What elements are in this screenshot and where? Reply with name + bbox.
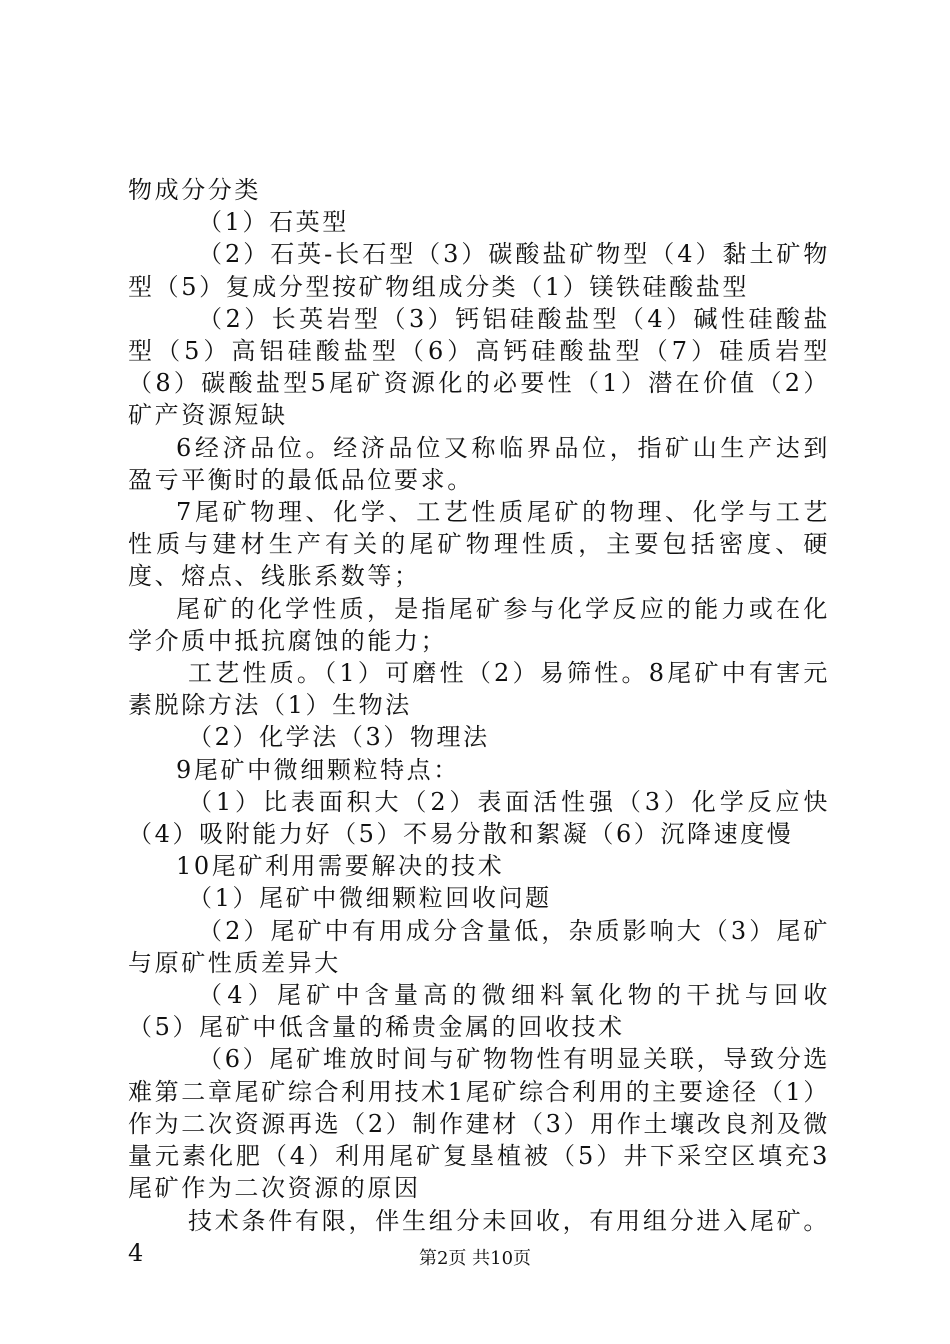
paragraph-14: （2）尾矿中有用成分含量低，杂质影响大（3）尾矿与原矿性质差异大 [128,916,830,977]
paragraph-16: （6）尾矿堆放时间与矿物物性有明显关联，导致分选难第二章尾矿综合利用技术1尾矿综合利用的主要途径（1）作为二次资源再选（2）制作建材（3）用作土壤改良剂及微量元素化肥（4）利用尾矿复垦植被（5）井下采空区填充3尾矿作为二次资源的原因 [128,1045,830,1203]
paragraph-10: 9尾矿中微细颗粒特点： [176,755,460,784]
paragraph-9: （2）化学法（3）物理法 [188,723,490,752]
paragraph-7: 尾矿的化学性质，是指尾矿参与化学反应的能力或在化学介质中抵抗腐蚀的能力； [128,594,830,655]
paragraph-12: 10尾矿利用需要解决的技术 [176,852,505,881]
paragraph-8: 工艺性质。（1）可磨性（2）易筛性。8尾矿中有害元素脱除方法（1）生物法 [128,659,830,720]
paragraph-13: （1）尾矿中微细颗粒回收问题 [188,884,552,913]
page-footer: 第2页 共10页 [418,1248,532,1269]
paragraph-11: （1）比表面积大（2）表面活性强（3）化学反应快（4）吸附能力好（5）不易分散和絮凝（6）沉降速度慢 [128,787,830,849]
paragraph-1: 物成分分类 [128,176,261,204]
paragraph-17: 技术条件有限，伴生组分未回收，有用组分进入尾矿。4 [128,1206,830,1267]
paragraph-5: 6经济品位。经济品位又称临界品位，指矿山生产达到盈亏平衡时的最低品位要求。 [128,433,830,494]
paragraph-2: （1）石英型 [198,208,349,237]
paragraph-3: （2）石英-长石型（3）碳酸盐矿物型（4）黏土矿物型（5）复成分型按矿物组成分类（1）镁铁硅酸盐型 [128,240,830,301]
paragraph-4: （2）长英岩型（3）钙铝硅酸盐型（4）碱性硅酸盐型（5）高铝硅酸盐型（6）高钙硅酸盐型（7）硅质岩型（8）碳酸盐型5尾矿资源化的必要性（1）潜在价值（2）矿产资源短缺 [128,304,830,430]
paragraph-15: （4）尾矿中含量高的微细料氧化物的干扰与回收（5）尾矿中低含量的稀贵金属的回收技术 [128,981,830,1042]
document-body [128,174,830,1269]
paragraph-6: 7尾矿物理、化学、工艺性质尾矿的物理、化学与工艺性质与建材生产有关的尾矿物理性质，主要包括密度、硬度、熔点、线胀系数等； [128,498,830,591]
